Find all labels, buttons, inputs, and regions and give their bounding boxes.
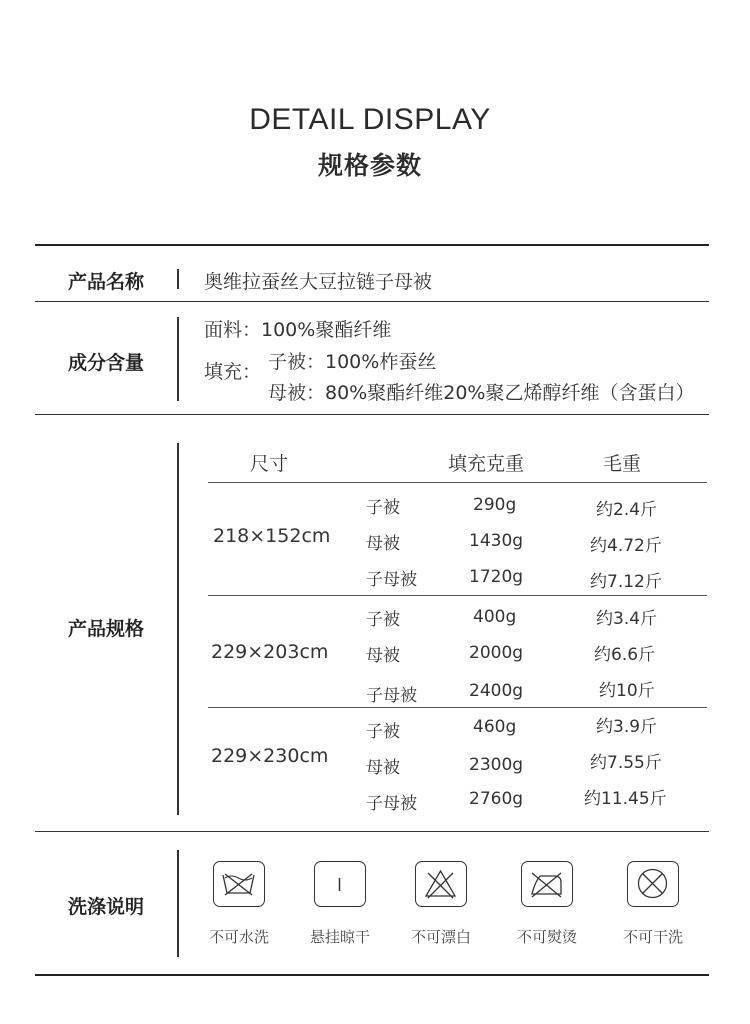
type-cell: 子母被 xyxy=(366,570,417,590)
fill-cell: 1430g xyxy=(469,531,524,551)
col-header-gross-weight: 毛重 xyxy=(603,453,642,475)
group-rule xyxy=(208,707,707,708)
no-iron-icon xyxy=(521,861,573,907)
row-divider xyxy=(35,414,709,415)
divider-bar xyxy=(177,850,179,957)
type-cell: 子被 xyxy=(366,610,400,630)
fill-cell: 290g xyxy=(473,495,517,515)
gross-cell: 约6.6斤 xyxy=(594,645,656,665)
product-name-value: 奥维拉蚕丝大豆拉链子母被 xyxy=(204,271,433,293)
col-header-fill-weight: 填充克重 xyxy=(448,453,525,475)
fill-label: 填充： xyxy=(204,361,262,383)
size-cell: 229×230cm xyxy=(211,745,329,767)
fill-cell: 2760g xyxy=(469,789,524,809)
fill-cell: 400g xyxy=(473,607,517,627)
hang-dry-icon xyxy=(314,861,366,907)
table-top-rule xyxy=(35,244,709,246)
table-header-rule xyxy=(208,482,707,483)
care-label: 洗涤说明 xyxy=(68,896,145,918)
size-cell: 218×152cm xyxy=(213,525,331,547)
fill-cell: 2000g xyxy=(469,643,524,663)
table-bottom-rule xyxy=(35,974,709,976)
fill-cell: 460g xyxy=(473,717,517,737)
fabric-text: 面料：100%聚酯纤维 xyxy=(204,319,392,341)
no-dry-clean-icon xyxy=(627,861,679,907)
title-english: DETAIL DISPLAY xyxy=(249,103,491,136)
type-cell: 母被 xyxy=(366,646,400,666)
product-name-label: 产品名称 xyxy=(68,271,145,293)
gross-cell: 约3.9斤 xyxy=(596,717,658,737)
care-item-label: 不可水洗 xyxy=(208,928,269,946)
gross-cell: 约7.12斤 xyxy=(590,572,662,592)
type-cell: 子母被 xyxy=(366,686,417,706)
gross-cell: 约3.4斤 xyxy=(596,609,658,629)
gross-cell: 约2.4斤 xyxy=(596,500,658,520)
type-cell: 子母被 xyxy=(366,794,417,814)
row-divider xyxy=(35,831,709,832)
care-item-label: 不可熨烫 xyxy=(516,928,577,946)
type-cell: 母被 xyxy=(366,534,400,554)
col-header-size: 尺寸 xyxy=(250,453,289,475)
group-rule xyxy=(208,595,707,596)
size-cell: 229×203cm xyxy=(211,641,329,663)
type-cell: 子被 xyxy=(366,498,400,518)
gross-cell: 约11.45斤 xyxy=(584,789,667,809)
divider-bar xyxy=(177,269,179,289)
child-quilt-fill: 子被：100%柞蚕丝 xyxy=(268,351,437,373)
fill-cell: 2300g xyxy=(469,755,524,775)
no-wash-icon xyxy=(213,861,265,907)
gross-cell: 约10斤 xyxy=(599,681,655,701)
care-item-label: 不可干洗 xyxy=(622,928,683,946)
type-cell: 子被 xyxy=(366,722,400,742)
gross-cell: 约7.55斤 xyxy=(590,753,662,773)
fill-cell: 2400g xyxy=(469,681,524,701)
type-cell: 母被 xyxy=(366,758,400,778)
care-item-label: 不可漂白 xyxy=(410,928,471,946)
divider-bar xyxy=(177,317,179,401)
gross-cell: 约4.72斤 xyxy=(590,536,662,556)
title-chinese: 规格参数 xyxy=(317,151,422,180)
fill-cell: 1720g xyxy=(469,567,524,587)
spec-label: 产品规格 xyxy=(68,618,145,640)
divider-bar xyxy=(177,443,179,815)
row-divider xyxy=(35,301,709,302)
care-item-label: 悬挂晾干 xyxy=(309,928,370,946)
mother-quilt-fill: 母被：80%聚酯纤维20%聚乙烯醇纤维（含蛋白） xyxy=(268,382,695,404)
composition-label: 成分含量 xyxy=(68,352,145,374)
no-bleach-icon xyxy=(415,861,467,907)
